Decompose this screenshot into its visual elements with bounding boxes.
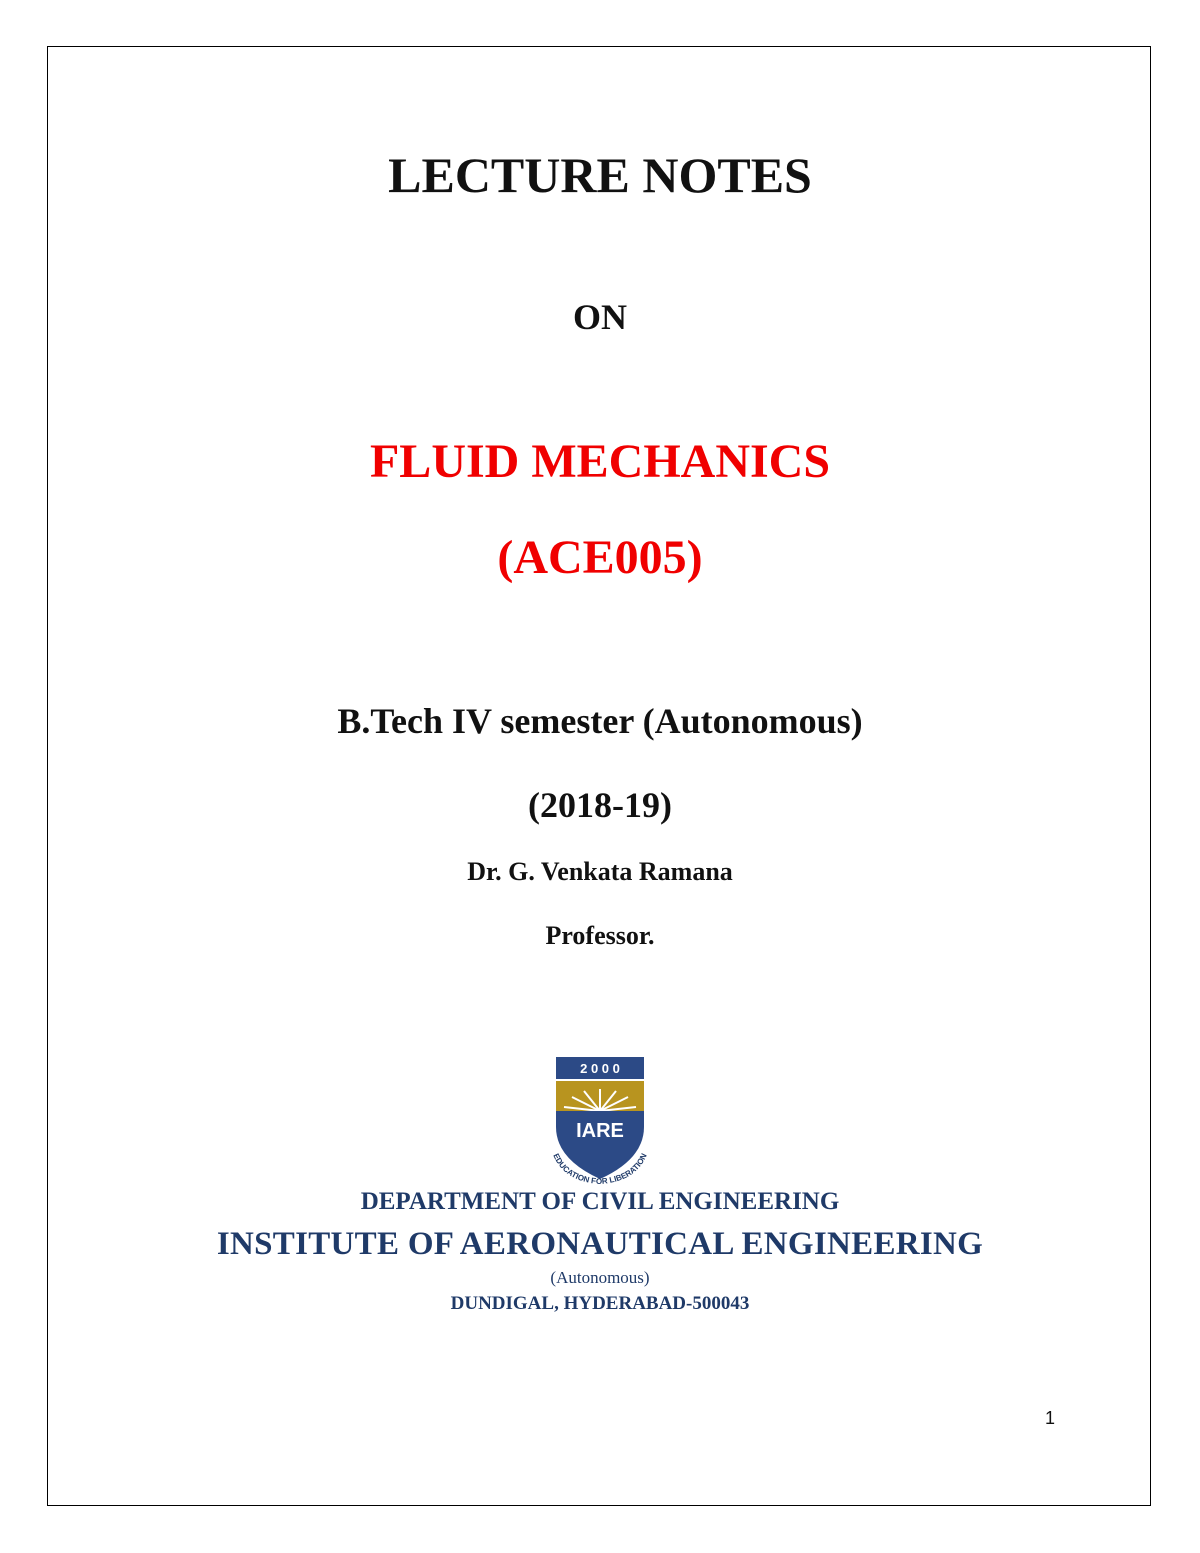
institution-address: DUNDIGAL, HYDERABAD-500043: [450, 1293, 750, 1314]
semester-label: B.Tech IV semester (Autonomous): [337, 701, 863, 741]
logo-motto: EDUCATION FOR LIBERATION: [551, 1152, 649, 1185]
title-connector: ON: [573, 297, 627, 337]
logo-year-text: 2 0 0 0: [580, 1061, 620, 1076]
institution-status: (Autonomous): [550, 1268, 650, 1287]
course-code: (ACE005): [497, 531, 703, 584]
page-number: 1: [1045, 1408, 1056, 1428]
author-name: Dr. G. Venkata Ramana: [467, 857, 733, 886]
document-title: LECTURE NOTES: [388, 147, 812, 203]
academic-year: (2018-19): [528, 785, 672, 825]
iare-logo: [540, 1055, 660, 1185]
subject-title: FLUID MECHANICS: [369, 435, 831, 488]
author-designation: Professor.: [545, 921, 655, 950]
institution-name: INSTITUTE OF AERONAUTICAL ENGINEERING: [216, 1226, 984, 1262]
logo-acronym: IARE: [576, 1120, 624, 1142]
department-name: DEPARTMENT OF CIVIL ENGINEERING: [360, 1188, 840, 1215]
